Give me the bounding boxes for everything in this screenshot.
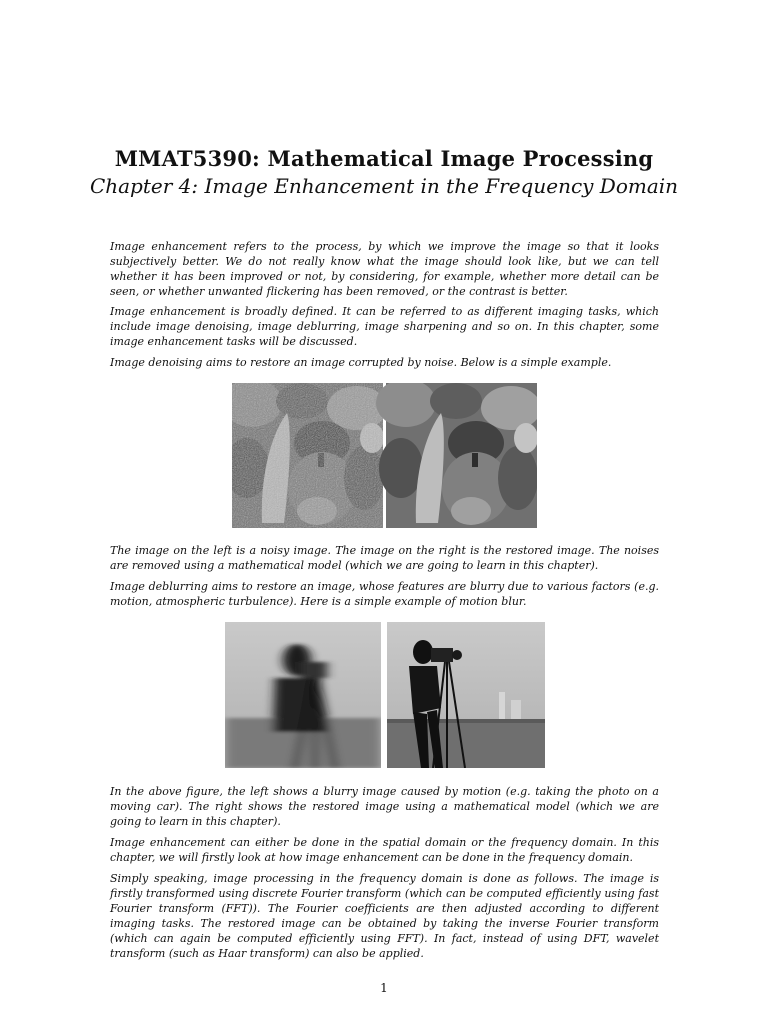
paragraph-denoising: Image denoising aims to restore an image corrupted by noise. Below is a simple example. xyxy=(110,356,612,369)
restored-cameraman-image xyxy=(387,622,545,768)
denoising-figure xyxy=(232,383,537,528)
paragraph-denoising-caption: The image on the left is a noisy image. The image on the right is the restored image. The noises are removed using a mathematical model (which we are going to learn in this chapter). xyxy=(110,544,659,572)
page-number: 1 xyxy=(380,981,388,995)
deblurring-figure xyxy=(225,622,545,768)
paragraph-deblurring: Image deblurring aims to restore an image, whose features are blurry due to various factors (e.g. motion, atmospheric turbulence). Here is a simple example of motion blur. xyxy=(110,580,659,608)
paragraph-intro: Image enhancement refers to the process, by which we improve the image so that it looks subjectively better. We do not really know what the image should look like, but we can tell whether it has been improved or not, by considering, for example, whether more detail can be seen, or whether unwanted flickering has been removed, or the contrast is better. xyxy=(110,240,659,298)
noisy-peppers-image xyxy=(232,383,387,528)
document-title: MMAT5390: Mathematical Image Processing xyxy=(114,146,654,171)
blurry-cameraman-image xyxy=(225,622,381,768)
paragraph-frequency-process: Simply speaking, image processing in the frequency domain is done as follows. The image is firstly transformed using discrete Fourier transform (which can be computed efficiently using fast Fourier transform (FFT)). The Fourier coefficients are then adjusted according to different imaging tasks. The restored image can be obtained by taking the inverse Fourier transform (which can again be computed efficiently using FFT). In fact, instead of using DFT, wavelet transform (such as Haar transform) can also be applied. xyxy=(110,872,659,960)
paragraph-definition: Image enhancement is broadly defined. It can be referred to as different imaging tasks, which include image denoising, image deblurring, image sharpening and so on. In this chapter, some image enhancement tasks will be discussed. xyxy=(110,305,659,348)
chapter-subtitle: Chapter 4: Image Enhancement in the Frequency Domain xyxy=(89,174,679,198)
paragraph-domains: Image enhancement can either be done in the spatial domain or the frequency domain. In this chapter, we will firstly look at how image enhancement can be done in the frequency domain. xyxy=(110,836,659,864)
paragraph-deblurring-caption: In the above figure, the left shows a blurry image caused by motion (e.g. taking the photo on a moving car). The right shows the restored image using a mathematical model (which we are going to learn in this chapter). xyxy=(110,785,659,828)
restored-peppers-image xyxy=(376,383,537,528)
